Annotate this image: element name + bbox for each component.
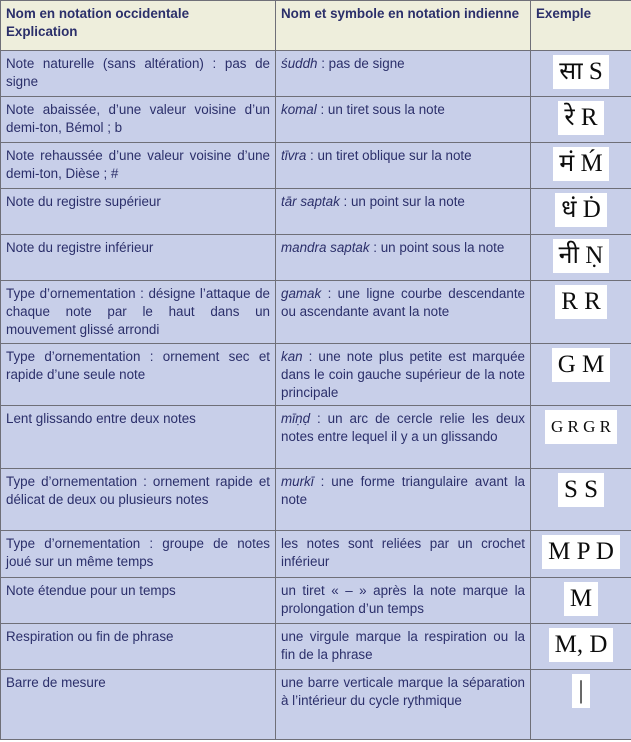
- western-name-cell: Type d’ornementation : groupe de notes joué sur un même temps: [1, 531, 276, 578]
- header-western-title: Nom en notation occidentale: [6, 6, 190, 21]
- header-western-subtitle: Explication: [6, 24, 78, 39]
- indian-term: tīvra: [281, 148, 307, 163]
- western-name-cell: Type d’ornementation : désigne l’attaque de chaque note par le haut dans un mouvement glissé arrondi: [1, 281, 276, 344]
- western-name-cell: Note étendue pour un temps: [1, 578, 276, 624]
- table-row: [1, 235, 631, 281]
- western-name-cell: Respiration ou fin de phrase: [1, 624, 276, 670]
- indian-description: un tiret « – » après la note marque la prolongation d’un temps: [281, 583, 525, 616]
- table-row: [1, 469, 631, 531]
- table-row: [1, 97, 631, 143]
- indian-description: : une note plus petite est marquée dans le coin gauche supérieur de la note principale: [281, 349, 525, 400]
- example-notation: S S: [558, 473, 604, 507]
- indian-notation-cell: [276, 670, 531, 740]
- indian-notation-cell: [276, 406, 531, 469]
- indian-notation-cell: [276, 578, 531, 624]
- table-row: [1, 578, 631, 624]
- indian-notation-cell: [276, 143, 531, 189]
- example-cell: [531, 469, 631, 531]
- indian-description: : une forme triangulaire avant la note: [281, 474, 525, 507]
- example-cell: [531, 344, 631, 406]
- indian-term: kan: [281, 349, 303, 364]
- indian-description: une barre verticale marque la séparation à l’intérieur du cycle rythmique: [281, 675, 525, 708]
- example-cell: [531, 670, 631, 740]
- indian-description: les notes sont reliées par un crochet inférieur: [281, 536, 525, 569]
- indian-description: une virgule marque la respiration ou la fin de la phrase: [281, 629, 525, 662]
- western-name-cell: Note naturelle (sans altération) : pas de signe: [1, 51, 276, 97]
- example-notation: |: [572, 674, 589, 708]
- example-notation: मं Ḿ: [553, 147, 608, 181]
- header-example: Exemple: [531, 1, 631, 51]
- western-name-cell: Barre de mesure: [1, 670, 276, 740]
- western-name-cell: Note du registre inférieur: [1, 235, 276, 281]
- western-name-cell: Note abaissée, d’une valeur voisine d’un demi-ton, Bémol ; b: [1, 97, 276, 143]
- indian-term: komal: [281, 102, 317, 117]
- indian-description: : une ligne courbe descendante ou ascendante avant la note: [281, 286, 525, 319]
- header-western: [1, 1, 276, 51]
- indian-term: gamak: [281, 286, 322, 301]
- indian-term: tār saptak: [281, 194, 340, 209]
- table-row: [1, 624, 631, 670]
- example-cell: [531, 531, 631, 578]
- western-name-cell: Type d’ornementation : ornement sec et rapide d’une seule note: [1, 344, 276, 406]
- indian-notation-cell: [276, 281, 531, 344]
- example-cell: [531, 578, 631, 624]
- table-row: [1, 189, 631, 235]
- example-cell: [531, 406, 631, 469]
- example-notation: सा S: [553, 55, 609, 89]
- indian-description: : un point sur la note: [339, 194, 465, 209]
- indian-term: mīṇḍ: [281, 411, 311, 426]
- example-notation: M, D: [549, 628, 614, 662]
- example-cell: [531, 97, 631, 143]
- table-row: [1, 344, 631, 406]
- table-row: [1, 143, 631, 189]
- indian-term: mandra saptak: [281, 240, 370, 255]
- indian-notation-cell: [276, 624, 531, 670]
- example-notation: R R: [555, 285, 607, 319]
- indian-notation-cell: [276, 189, 531, 235]
- indian-notation-cell: [276, 344, 531, 406]
- western-name-cell: Note du registre supérieur: [1, 189, 276, 235]
- example-notation: धं Ḋ: [555, 193, 607, 227]
- example-cell: [531, 51, 631, 97]
- table-row: [1, 670, 631, 740]
- indian-description: : un tiret sous la note: [316, 102, 445, 117]
- example-notation: G R G R: [545, 410, 617, 444]
- example-cell: [531, 281, 631, 344]
- example-notation: G M: [552, 348, 611, 382]
- example-notation: रे R: [558, 101, 603, 135]
- indian-description: : un point sous la note: [369, 240, 505, 255]
- header-indian: Nom et symbole en notation indienne: [276, 1, 531, 51]
- indian-description: : un arc de cercle relie les deux notes entre lequel il y a un glissando: [281, 411, 525, 444]
- header-row: [1, 1, 631, 51]
- table-row: [1, 51, 631, 97]
- indian-description: : pas de signe: [317, 56, 405, 71]
- table-row: [1, 281, 631, 344]
- example-cell: [531, 143, 631, 189]
- indian-term: śuddh: [281, 56, 318, 71]
- indian-term: murkī: [281, 474, 314, 489]
- example-cell: [531, 624, 631, 670]
- example-notation: M: [564, 582, 598, 616]
- indian-notation-cell: [276, 97, 531, 143]
- western-name-cell: Type d’ornementation : ornement rapide et délicat de deux ou plusieurs notes: [1, 469, 276, 531]
- indian-notation-cell: [276, 531, 531, 578]
- table-row: [1, 406, 631, 469]
- table-row: [1, 531, 631, 578]
- indian-notation-cell: [276, 469, 531, 531]
- example-notation: M P D: [542, 535, 620, 569]
- western-name-cell: Note rehaussée d’une valeur voisine d’une demi-ton, Dièse ; #: [1, 143, 276, 189]
- example-cell: [531, 189, 631, 235]
- indian-notation-cell: [276, 51, 531, 97]
- example-cell: [531, 235, 631, 281]
- indian-description: : un tiret oblique sur la note: [306, 148, 472, 163]
- western-name-cell: Lent glissando entre deux notes: [1, 406, 276, 469]
- example-notation: नी Ṇ: [553, 239, 610, 273]
- indian-notation-cell: [276, 235, 531, 281]
